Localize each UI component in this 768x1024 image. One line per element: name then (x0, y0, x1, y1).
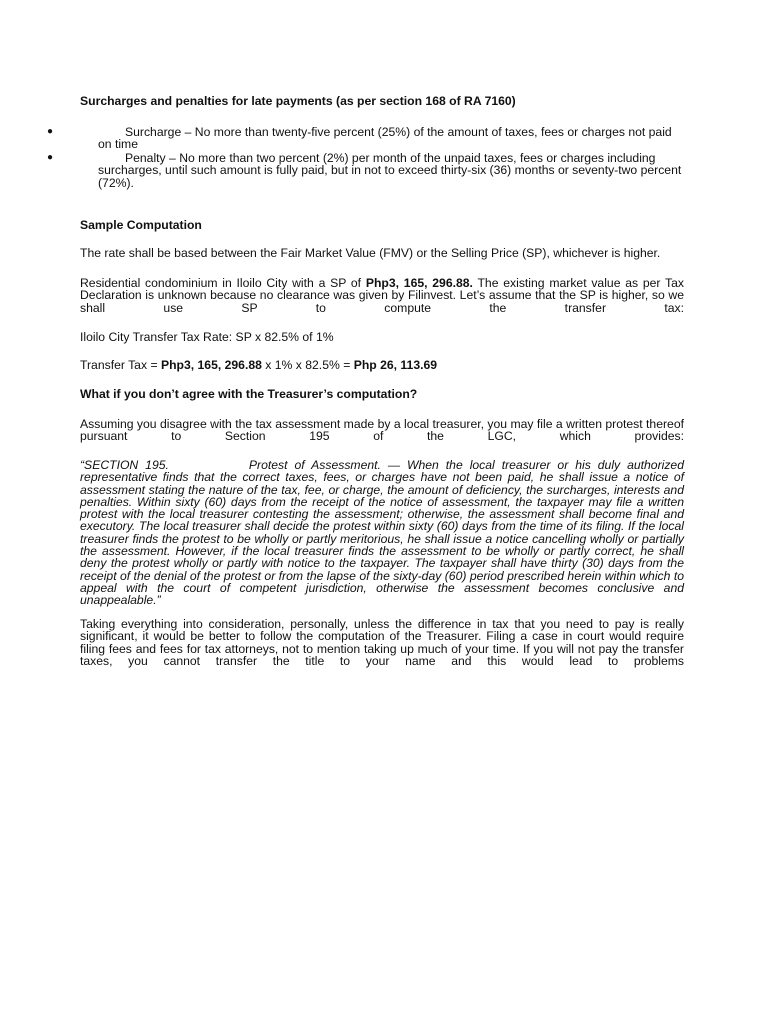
transfer-tax-formula: x 1% x 82.5% = (261, 358, 354, 372)
heading-disagree: What if you don’t agree with the Treasurer’s computation? (80, 387, 418, 401)
quote-section-label: “SECTION 195. (80, 458, 169, 472)
heading-sample-computation: Sample Computation (80, 218, 202, 232)
paragraph-residential (80, 277, 684, 326)
paragraph-transfer-tax (80, 359, 684, 371)
bullet-text (98, 126, 684, 151)
quote-section-195 (80, 459, 684, 619)
paragraph-assuming: Assuming you disagree with the tax assessment made by a local treasurer, you may file a written protest thereof pursuant to Section 195 of the LGC, which provides: (80, 417, 684, 444)
transfer-tax-result: Php 26, 113.69 (353, 358, 438, 372)
bullet-text-content: Surcharge – No more than twenty-five percent (25%) of the amount of taxes, fees or charges not paid on time (98, 125, 672, 152)
bullet-icon: ● (47, 152, 54, 163)
paragraph-taking: Taking everything into consideration, personally, unless the difference in tax that you need to pay is really significant, it would be better to follow the computation of the Treasurer. Filing a case in court would require filing fees and fees for tax attorneys, not to mention taking up much of your time. If you will not pay the transfer taxes, you cannot transfer the title to your name and this would lead to problems (80, 617, 684, 668)
bullet-text (98, 152, 684, 189)
residential-text-b: The existing market value as per Tax Declaration is unknown because no clearance was given by Filinvest. Let’s assume that the SP is higher, so we shall use SP to compute the transfer tax: (80, 276, 684, 315)
paragraph-tax-rate: Iloilo City Transfer Tax Rate: SP x 82.5% of 1% (80, 330, 334, 344)
residential-amount: Php3, 165, 296.88. (365, 276, 473, 290)
paragraph-rate: The rate shall be based between the Fair Market Value (FMV) or the Selling Price (SP), whichever is higher. (80, 246, 661, 260)
residential-text-a: Residential condominium in Iloilo City with a SP of (80, 276, 366, 290)
quote-body: Protest of Assessment. — When the local treasurer or his duly authorized representative finds that the correct taxes, fees, or charges have not been paid, he shall issue a notice of assessment stating the nature of the tax, fee, or charge, the amount of deficiency, the surcharges, interests and penalties. Within sixty (60) days from the receipt of the notice of assessment, the taxpayer may file a written protest with the local treasurer contesting the assessment; otherwise, the assessment shall become final and executory. The local treasurer shall decide the protest within sixty (60) days from the time of its filing. If the local treasurer finds the protest to be wholly or partly meritorious, he shall issue a notice cancelling wholly or partially the assessment. However, if the local treasurer finds the assessment to be wholly or partly correct, he shall deny the protest wholly or partly with notice to the taxpayer. The taxpayer shall have thirty (30) days from the receipt of the denial of the protest or from the lapse of the sixty-day (60) period prescribed herein within which to appeal with the court of competent jurisdiction, otherwise the assessment becomes conclusive and unappealable.” (80, 458, 684, 608)
bullet-text-content: Penalty – No more than two percent (2%) per month of the unpaid taxes, fees or charges including surcharges, until such amount is fully paid, but in not to exceed thirty-six (36) months or seventy-two percent (72%). (98, 151, 682, 190)
heading-surcharges: Surcharges and penalties for late payments (as per section 168 of RA 7160) (80, 94, 516, 108)
bullet-icon: ● (47, 126, 54, 137)
transfer-tax-sp: Php3, 165, 296.88 (160, 358, 262, 372)
transfer-tax-label: Transfer Tax = (80, 358, 161, 372)
